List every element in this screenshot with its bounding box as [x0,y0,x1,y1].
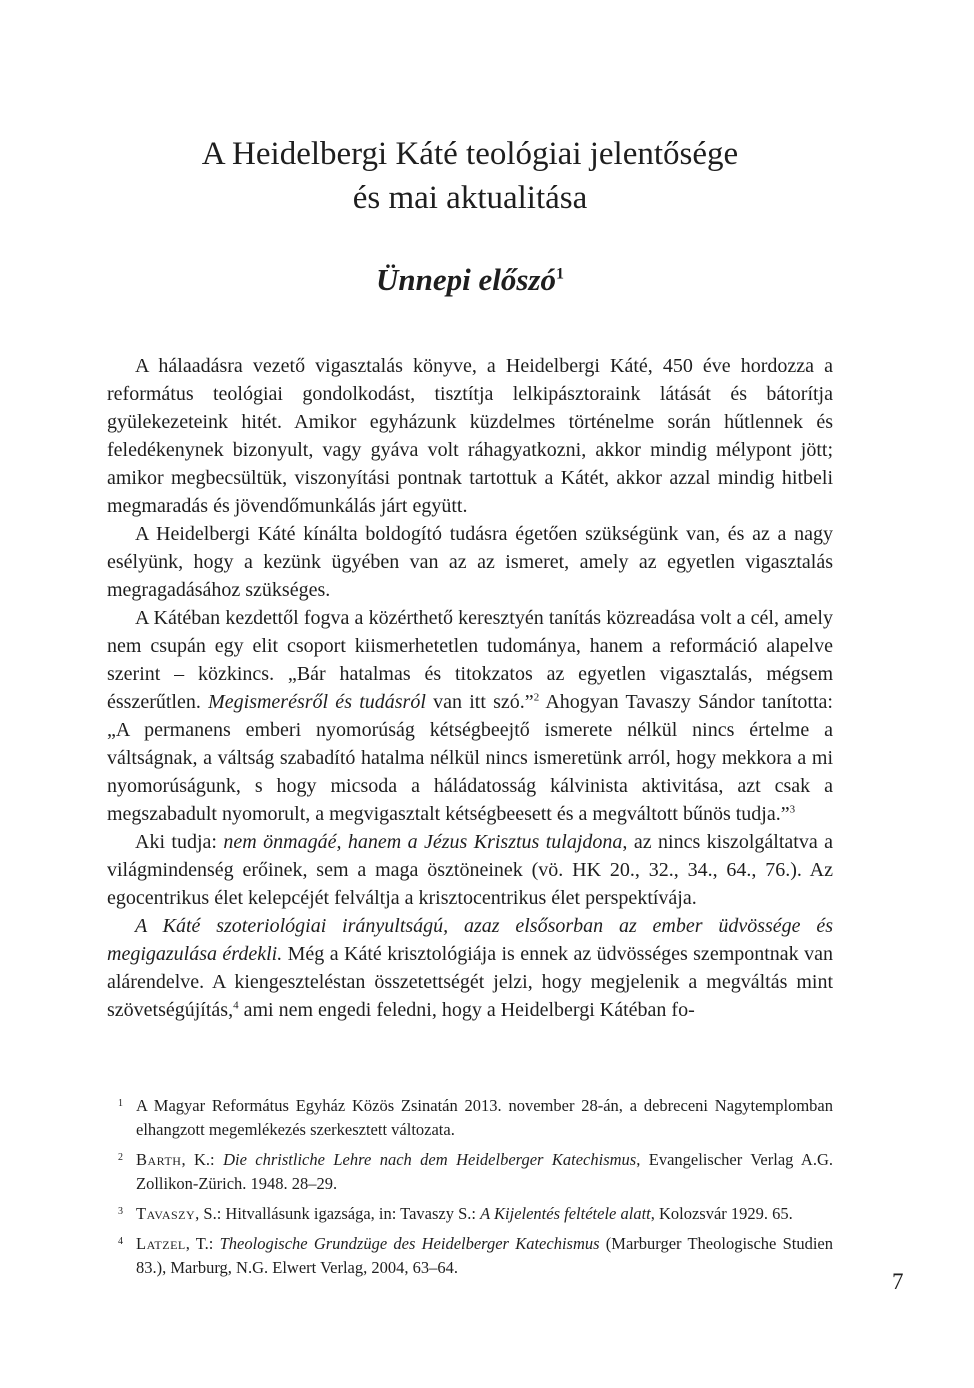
footnote-title: Die christliche Lehre nach dem Heidelberger Katechismus [223,1150,637,1169]
footnote-number: 2 [118,1152,123,1163]
footnote-text-a: , T.: [185,1234,220,1253]
paragraph-1: A hálaadásra vezető vigasztalás könyve, a Heidelbergi Káté, 450 éve hordozza a református teológiai gondolkodást, tisztítja lelkipásztoraink látását és bátorítja gyülekezeteink hitét. Amikor egyházunk küzdelmes történelme során hűtlennek és feledékenynek bizonyult, vagy gyáva volt ráhagyatkozni, akkor mindig mélypont jött; amikor megbecsültük, viszonyítási pontnak tartottuk a Kátét, akkor azzal mindig hitbeli megmaradás és jövendőmunkálás járt együtt. [107,355,833,517]
page-subtitle [107,258,833,302]
paragraph-3-italic: Megismerésről és tudásról [208,691,426,713]
footnote-ref-2: 2 [533,691,540,704]
footnote-text-a: , K.: [181,1150,224,1169]
subtitle-text: Ünnepi előszó [376,262,556,297]
footnote-author: Tavaszy [136,1204,196,1223]
footnote-ref-4: 4 [233,999,239,1012]
footnote-text-a: , S.: Hitvallásunk igazsága, in: Tavaszy S.: [195,1204,481,1223]
paragraph-3 [107,604,833,828]
footnote-text-b: , Kolozsvár 1929. 65. [650,1204,793,1223]
paragraph-3-text-d: Ahogyan Tavaszy Sándor tanította: „A permanens emberi nyomorúság kétségbeejtő ismerete nélkül nincs értelme a váltságnak, a váltság szabadító hatalma nélkül nincs ismeretünk arról, hogy mekkora a mi nyomorúságunk, s hogy micsoda a háládatosság kálvinista aktivitása, azt csak a megszabadult nyomorult, a megvigasztalt kétségbeesett és a megváltott bűnös tudja.” [107,691,833,825]
paragraph-2: A Heidelbergi Káté kínálta boldogító tudásra égetően szükségünk van, és az a nagy esélyünk, hogy a kezünk ügyében van az az ismeret, amely az egyetlen vigasztalás megragadásához szükséges. [107,523,833,601]
paragraph-4 [107,828,833,912]
paragraph-5-text-b: Még a Káté krisztológiája is ennek az üdvösséges szempontnak van alárendelve. A kiengeszteléstan összetettségét jelzi, hogy megjelenik a megváltás mint szövetségújítás, [107,943,833,1021]
paragraph-5-text-c: ami nem engedi feledni, hogy a Heidelbergi Kátéban fo- [238,999,695,1021]
footnote-2 [107,1148,833,1196]
footnote-number: 4 [118,1236,123,1247]
footnote-4 [107,1232,833,1280]
paragraph-4-text-a: Aki tudja: [135,831,224,853]
paragraph-3-text-a: A Kátéban kezdettől fogva a közérthető keresztyén tanítás közreadása volt a cél, amely nem csupán egy elit csoport kiismerhetetlen tudománya, hanem a reformáció alapelve szerint – közkincs. „Bár hatalmas és titokzatos az egyetlen vigasztalás, mégsem ésszerűtlen. [107,607,833,713]
footnote-number: 1 [118,1098,123,1109]
page-number: 7 [892,1269,904,1294]
footnote-author: Latzel [136,1234,186,1253]
footnote-ref-1: 1 [556,265,564,283]
page-title-line-2: és mai aktualitása [352,180,588,216]
footnote-title: A Kijelentés feltétele alatt [480,1204,651,1223]
paragraph-5 [107,912,833,1024]
footnote-author: Barth [136,1150,182,1169]
footnote-text-b: , Evangelischer Verlag A.G. Zollikon-Zürich. 1948. 28–29. [136,1150,834,1193]
paragraph-3-text-c: van itt szó.” [425,691,534,713]
footnotes [107,1094,833,1286]
footnote-3 [107,1202,833,1226]
footnote-1 [107,1094,833,1142]
footnote-text-b: (Marburger Theologische Studien 83.), Marburg, N.G. Elwert Verlag, 2004, 63–64. [136,1234,834,1277]
footnote-number: 3 [118,1206,123,1217]
body-text [107,352,833,1024]
paragraph-5-italic: A Káté szoteriológiai irányultságú, azaz elsősorban az ember üdvössége és megigazulása érdekli. [107,915,833,965]
footnote-text: A Magyar Református Egyház Közös Zsinatán 2013. november 28-án, a debreceni Nagytemplomban elhangzott megemlékezés szerkesztett változata. [136,1096,833,1139]
footnote-ref-3: 3 [789,803,796,816]
footnote-title: Theologische Grundzüge des Heidelberger Katechismus [219,1234,600,1253]
paragraph-4-italic: nem önmagáé, hanem a Jézus Krisztus tulajdona [223,831,623,853]
paragraph-4-text-c: , az nincs kiszolgáltatva a világmindenség erőinek, sem a maga ösztöneinek (vö. HK 20., 32., 34., 64., 76.). Az egocentrikus élet kelepcéjét felváltja a krisztocentrikus élet perspektívája. [107,831,834,909]
page-title-line-1: A Heidelbergi Káté teológiai jelentősége [201,136,739,172]
